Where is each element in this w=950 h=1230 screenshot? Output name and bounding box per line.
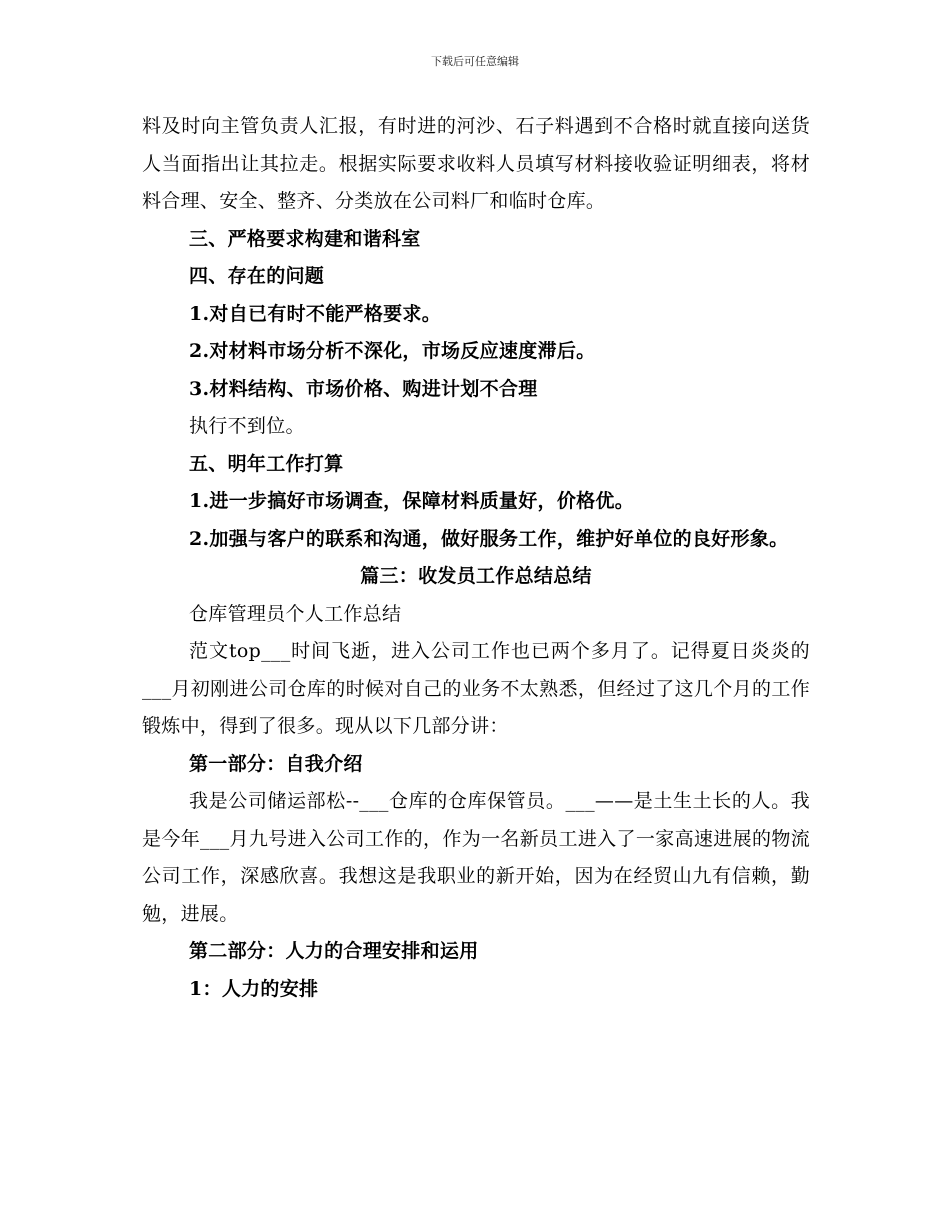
document-body	[142, 108, 810, 1008]
list-item: 3.材料结构、市场价格、购进计划不合理	[189, 377, 538, 400]
section-heading: 三、严格要求构建和谐科室	[189, 227, 421, 250]
section-heading: 五、明年工作打算	[189, 452, 344, 475]
body-paragraph: 执行不到位。	[189, 415, 305, 437]
list-item: 2.加强与客户的联系和沟通，做好服务工作，维护好单位的良好形象。	[189, 527, 789, 550]
section-heading: 四、存在的问题	[189, 265, 325, 287]
body-paragraph: 料及时向主管负责人汇报，有时进的河沙、石子料遇到不合格时就直接向送货人当面指出让其拉走。根据实际要求收料人员填写材料接收验证明细表，将材料合理、安全、整齐、分类放在公司料厂和临时仓库。	[142, 115, 810, 212]
section-heading: 第一部分：自我介绍	[189, 752, 363, 775]
chapter-title: 篇三：收发员工作总结总结	[360, 565, 592, 587]
subsection-heading: 1：人力的安排	[189, 977, 319, 1000]
page-header-note: 下载后可任意编辑	[431, 55, 519, 68]
list-item: 2.对材料市场分析不深化，市场反应速度滞后。	[189, 340, 596, 362]
document-title: 仓库管理员个人工作总结	[189, 602, 402, 625]
list-item: 1.对自已有时不能严格要求。	[189, 302, 442, 325]
section-heading: 第二部分：人力的合理安排和运用	[189, 940, 479, 962]
list-item: 1.进一步搞好市场调查，保障材料质量好，价格优。	[189, 490, 635, 512]
body-paragraph: 范文top___时间飞逝，进入公司工作也已两个多月了。记得夏日炎炎的___月初刚进公司仓库的时候对自己的业务不太熟悉，但经过了这几个月的工作锻炼中，得到了很多。现从以下几部分讲：	[142, 640, 810, 737]
body-paragraph: 我是公司储运部松--___仓库的仓库保管员。___——是土生土长的人。我是今年___月九号进入公司工作的，作为一名新员工进入了一家高速进展的物流公司工作，深感欣喜。我想这是我职业的新开始，因为在经贸山九有信赖，勤勉，进展。	[142, 790, 810, 925]
